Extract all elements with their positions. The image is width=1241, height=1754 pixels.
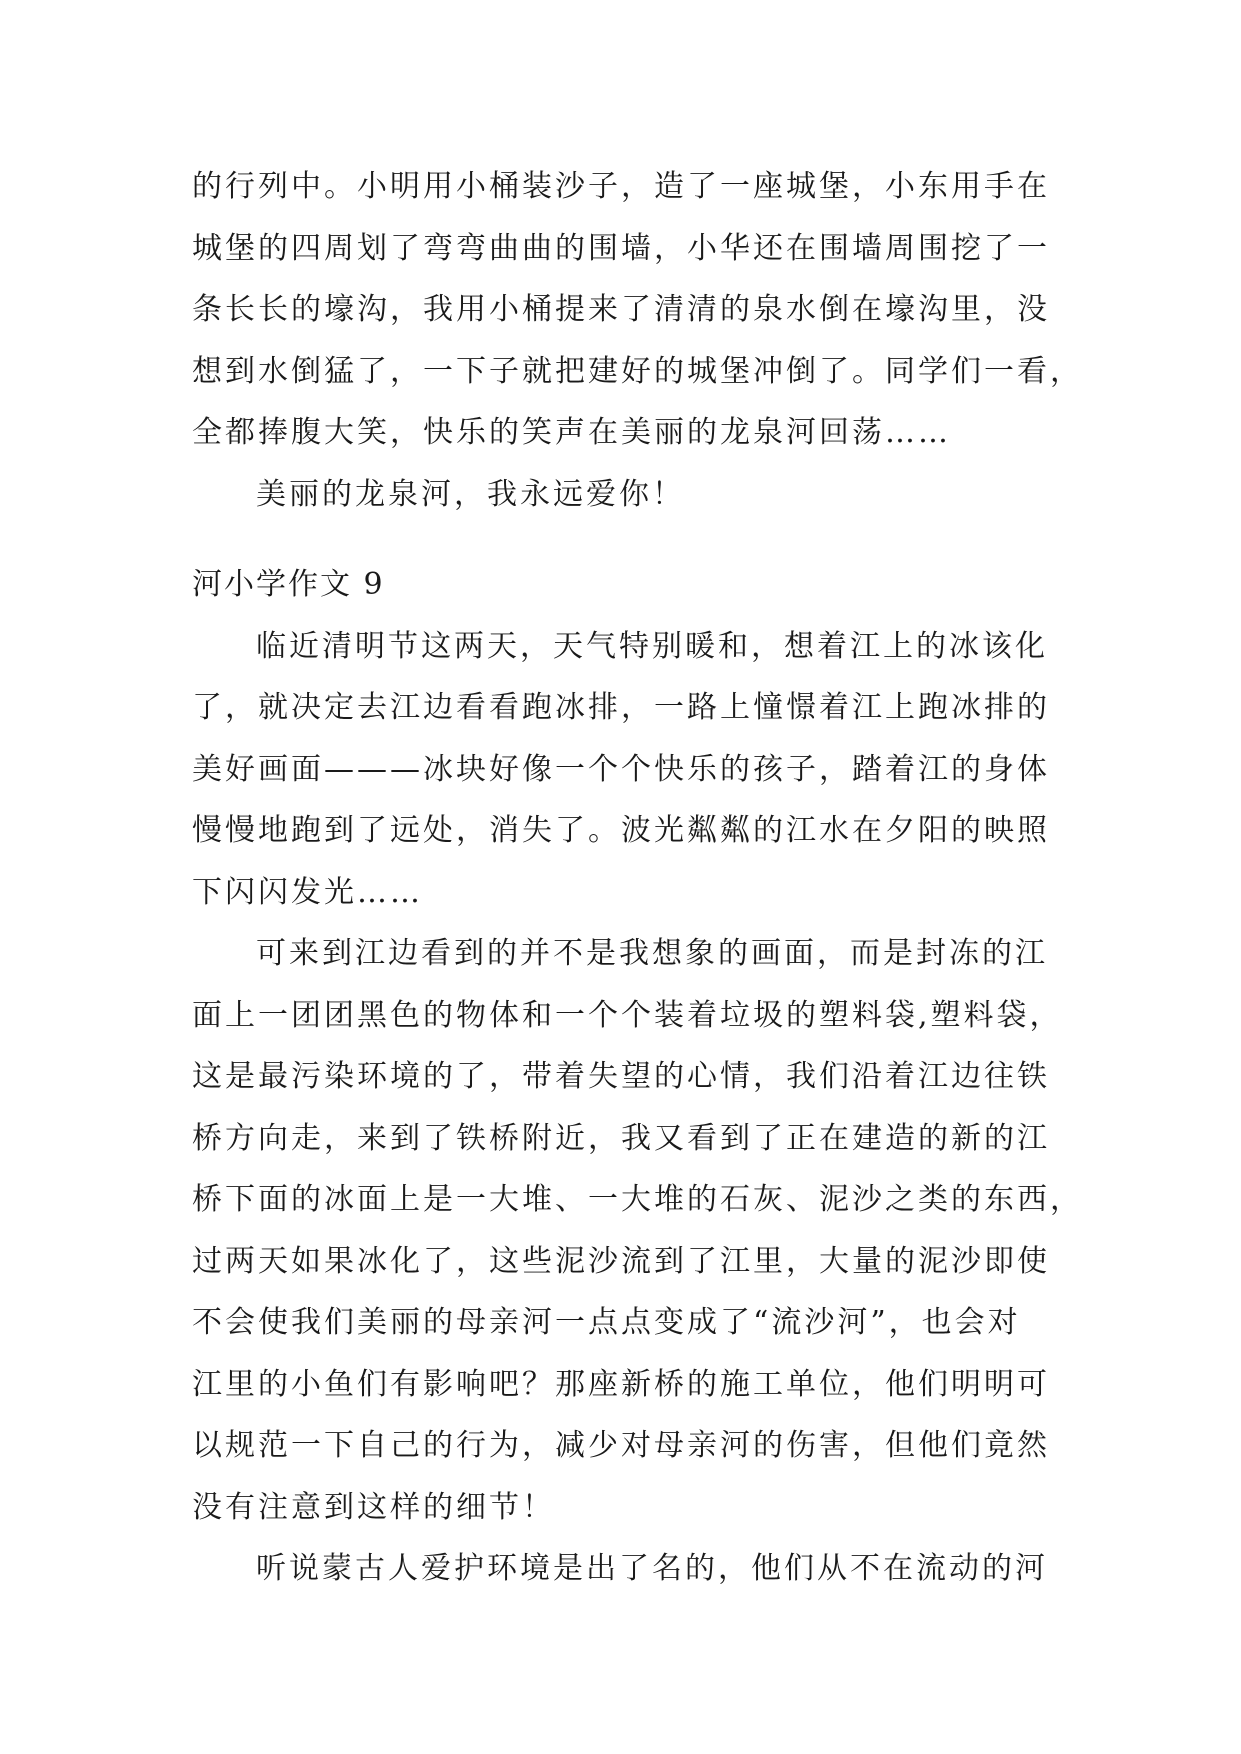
paragraph-3-line: 听说蒙古人爱护环境是出了名的，他们从不在流动的河 [256, 1551, 1048, 1586]
text-line: 全都捧腹大笑，快乐的笑声在美丽的龙泉河回荡…… [192, 415, 951, 450]
paragraph-2-line: 没有注意到这样的细节！ [192, 1489, 555, 1525]
paragraph-2-line: 可来到江边看到的并不是我想象的画面，而是封冻的江 [256, 936, 1048, 971]
paragraph-1-line: 美好画面———冰块好像一个个快乐的孩子，踏着江的身体 [192, 751, 1050, 787]
paragraph-2-line: 过两天如果冰化了，这些泥沙流到了江里，大量的泥沙即使 [192, 1243, 1050, 1279]
paragraph-1-line: 临近清明节这两天，天气特别暖和，想着江上的冰该化 [256, 628, 1048, 664]
text-line: 的行列中。小明用小桶装沙子，造了一座城堡，小东用手在 [192, 169, 1050, 204]
text-line: 条长长的壕沟，我用小桶提来了清清的泉水倒在壕沟里，没 [192, 292, 1050, 327]
paragraph-2-line: 以规范一下自己的行为，减少对母亲河的伤害，但他们竟然 [192, 1428, 1050, 1463]
paragraph-2-line: 桥下面的冰面上是一大堆、一大堆的石灰、泥沙之类的东西， [192, 1182, 1083, 1217]
text-line: 想到水倒猛了，一下子就把建好的城堡冲倒了。同学们一看， [192, 353, 1083, 389]
paragraph-2-line: 不会使我们美丽的母亲河一点点变成了“流沙河”，也会对 [192, 1305, 1021, 1340]
paragraph-2-line: 江里的小鱼们有影响吧？那座新桥的施工单位，他们明明可 [192, 1366, 1050, 1402]
paragraph-2-line: 面上一团团黑色的物体和一个个装着垃圾的塑料袋,塑料袋， [192, 997, 1063, 1033]
paragraph-1-line: 了，就决定去江边看看跑冰排，一路上憧憬着江上跑冰排的 [192, 690, 1050, 725]
essay-8-ending [192, 156, 1083, 525]
paragraph-2-line: 桥方向走，来到了铁桥附近，我又看到了正在建造的新的江 [192, 1120, 1050, 1156]
essay-heading: 河小学作文 9 [192, 567, 385, 602]
closing-line: 美丽的龙泉河，我永远爱你！ [256, 476, 685, 512]
text-line: 城堡的四周划了弯弯曲曲的围墙，小华还在围墙周围挖了一 [192, 230, 1050, 266]
paragraph-2-line: 这是最污染环境的了，带着失望的心情，我们沿着江边往铁 [192, 1059, 1050, 1094]
essay-9 [192, 554, 1083, 1600]
paragraph-1-line: 下闪闪发光…… [192, 874, 423, 910]
paragraph-1-line: 慢慢地跑到了远处，消失了。波光粼粼的江水在夕阳的映照 [192, 813, 1050, 848]
